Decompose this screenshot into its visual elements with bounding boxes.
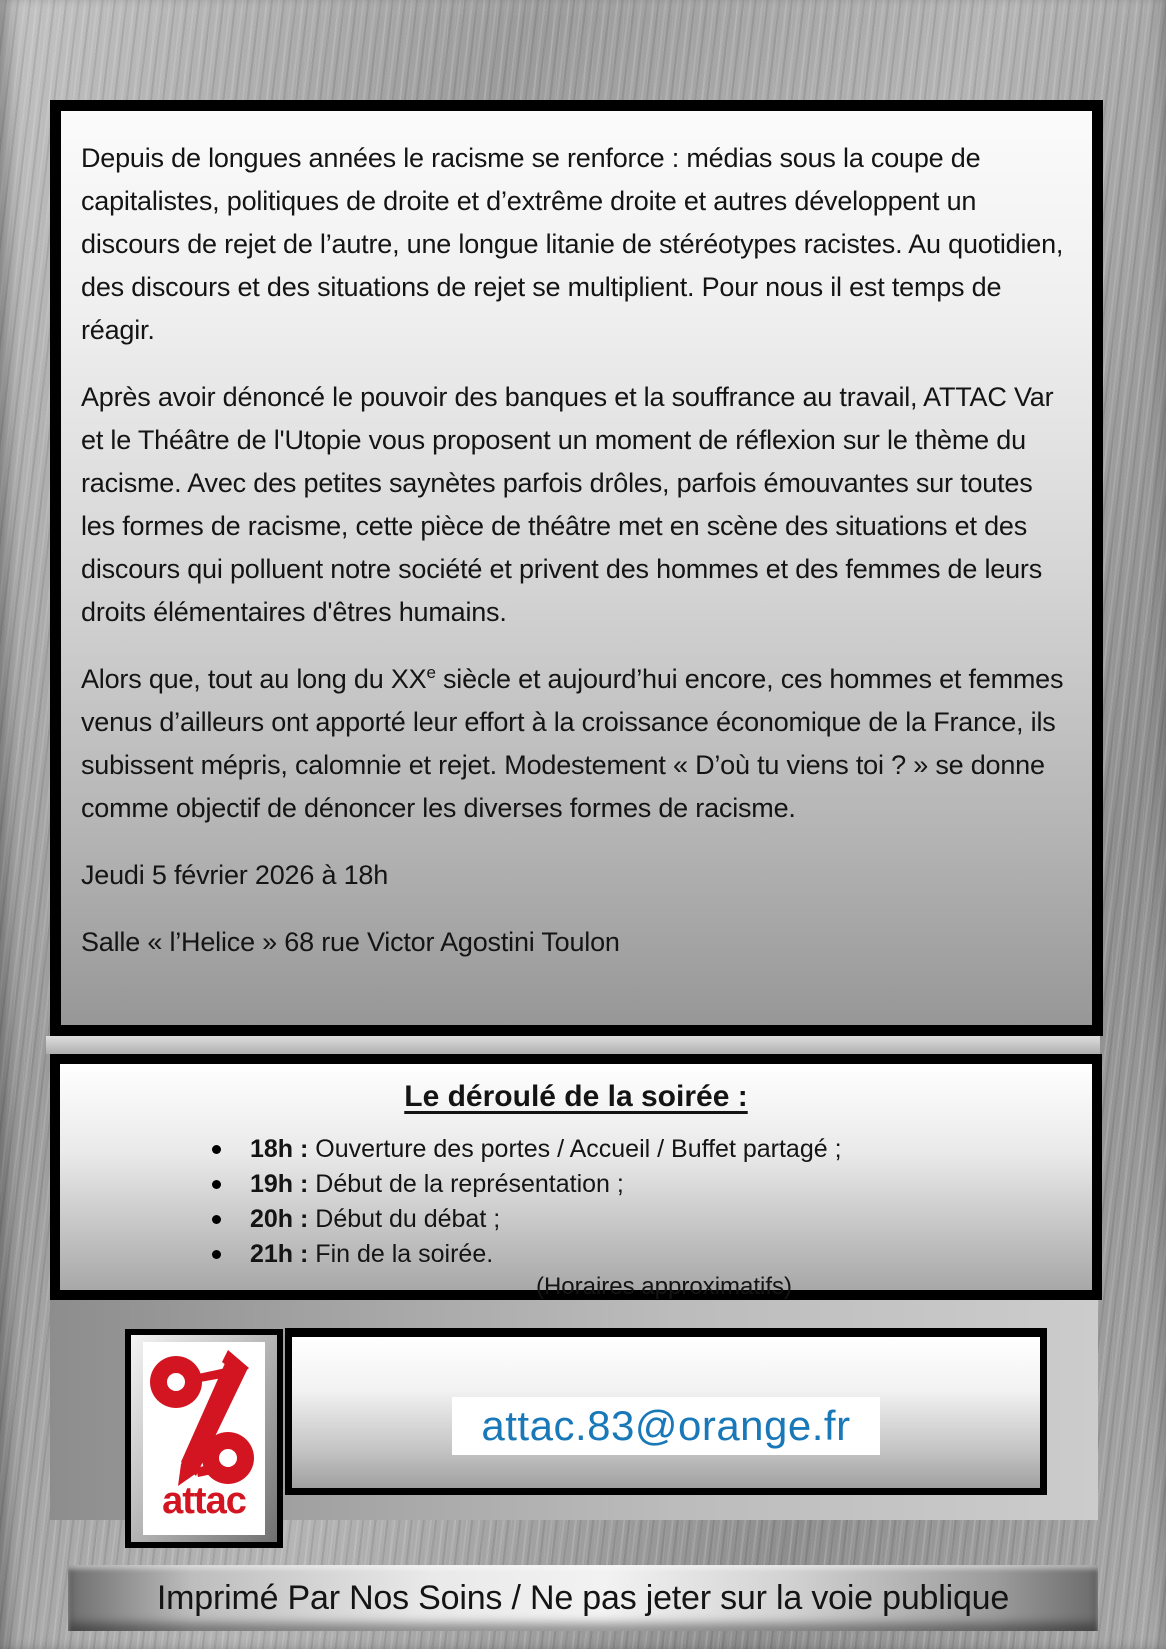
context-paragraph-end: siècle et aujourd’hui encore, ces hommes et femmes venus d’ailleurs ont apporté leur effort à la croissance économique de la France, ils subissent mépris, calomnie et rejet. Modestement « D’où tu viens toi ? » se donne comme objectif de dénoncer les diverses formes de racisme. [81, 664, 1064, 823]
attac-wordmark: attac [162, 1480, 246, 1522]
intro-paragraph: Depuis de longues années le racisme se renforce : médias sous la coupe de capitalistes, politiques de droite et d’extrême droite et autres développent un discours de rejet de l’autre, une longue litanie de stéréotypes racistes. Au quotidien, des discours et des situations de rejet se multiplient. Pour nous il est temps de réagir. [81, 143, 1064, 345]
contact-panel [50, 1300, 1098, 1520]
bullet-icon [212, 1145, 221, 1154]
schedule-box [50, 1054, 1102, 1300]
schedule-time: 21h : [250, 1240, 316, 1268]
schedule-text: Début du débat ; [315, 1205, 501, 1233]
context-paragraph [81, 658, 1072, 830]
schedule-text: Fin de la soirée. [315, 1240, 494, 1268]
email-link[interactable]: attac.83@orange.fr [481, 1402, 851, 1449]
schedule-time: 20h : [250, 1205, 316, 1233]
schedule-list [212, 1132, 1092, 1272]
attac-logo [143, 1342, 265, 1535]
event-venue: Salle « l’Helice » 68 rue Victor Agostini Toulon [81, 927, 620, 957]
attac-logo-box [125, 1329, 283, 1548]
schedule-time: 18h : [250, 1135, 316, 1163]
schedule-text: Début de la représentation ; [315, 1170, 624, 1198]
divider-strip [46, 1036, 1100, 1054]
bullet-icon [212, 1180, 221, 1189]
bullet-icon [212, 1215, 221, 1224]
century-superscript: e [426, 663, 436, 682]
schedule-title: Le déroulé de la soirée : [404, 1080, 748, 1113]
event-date: Jeudi 5 février 2026 à 18h [81, 860, 389, 890]
schedule-time: 19h : [250, 1170, 316, 1198]
bullet-icon [212, 1250, 221, 1259]
schedule-note: (Horaires approximatifs) [535, 1273, 793, 1300]
email-box [285, 1328, 1047, 1495]
schedule-item [212, 1237, 1092, 1272]
attac-percent-icon [148, 1350, 260, 1490]
context-paragraph-start: Alors que, tout au long du XX [81, 664, 427, 694]
schedule-item [212, 1132, 1092, 1167]
email-highlight [452, 1397, 880, 1455]
presentation-paragraph: Après avoir dénoncé le pouvoir des banques et la souffrance au travail, ATTAC Var et le Théâtre de l'Utopie vous proposent un moment de réflexion sur le thème du racisme. Avec des petites saynètes parfois drôles, parfois émouvantes sur toutes les formes de racisme, cette pièce de théâtre met en scène des situations et des discours qui polluent notre société et privent des hommes et des femmes de leurs droits élémentaires d'êtres humains. [81, 382, 1054, 627]
main-text-box [50, 100, 1103, 1036]
schedule-item [212, 1202, 1092, 1237]
footer-bar [68, 1565, 1098, 1631]
schedule-text: Ouverture des portes / Accueil / Buffet partagé ; [315, 1135, 842, 1163]
footer-text: Imprimé Par Nos Soins / Ne pas jeter sur la voie publique [156, 1578, 1010, 1617]
schedule-item [212, 1167, 1092, 1202]
